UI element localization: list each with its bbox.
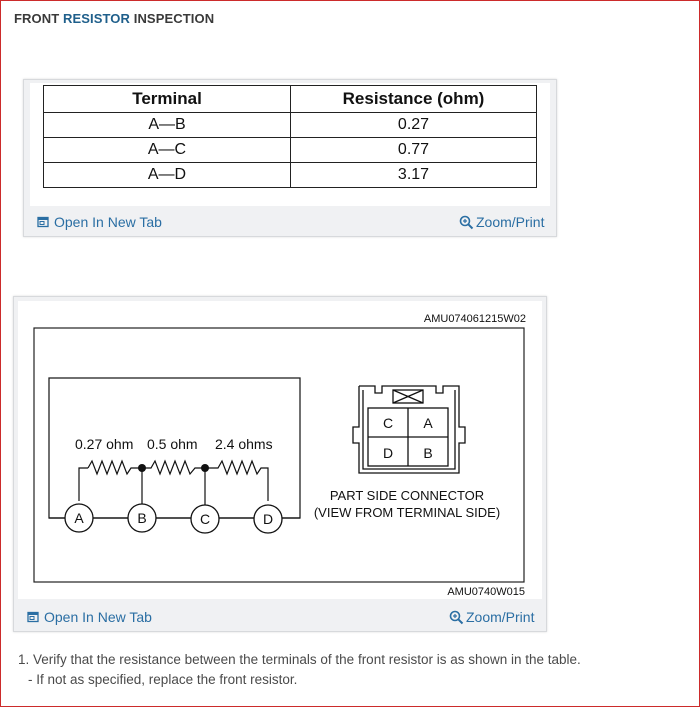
resistance-cell: 3.17 xyxy=(291,163,537,188)
terminal-cell: A—D xyxy=(44,163,291,188)
magnifier-icon xyxy=(449,610,464,625)
figure-code-top: AMU074061215W02 xyxy=(423,313,526,325)
node-b-dot xyxy=(138,464,146,472)
diagram-image-area xyxy=(18,301,542,599)
table-row xyxy=(44,163,537,188)
instruction-step-1-sub: - If not as specified, replace the front resistor. xyxy=(28,672,298,687)
terminal-d xyxy=(254,505,282,533)
zoom-print-label: Zoom/Print xyxy=(466,609,535,625)
instructions xyxy=(18,650,581,690)
diagram-card-footer xyxy=(14,605,546,631)
table-card-footer xyxy=(24,210,556,236)
terminal-cell: A—C xyxy=(44,138,291,163)
resistor-label-3: 2.4 ohms xyxy=(215,436,273,452)
resistance-cell: 0.27 xyxy=(291,113,537,138)
table-image-area xyxy=(30,83,550,206)
new-tab-icon xyxy=(37,216,49,228)
terminal-cell: A—B xyxy=(44,113,291,138)
figure-code-bottom: AMU0740W015 xyxy=(447,586,525,598)
connector-cell-a: A xyxy=(423,415,433,431)
open-in-new-tab-label: Open In New Tab xyxy=(44,609,152,625)
zoom-print-link[interactable] xyxy=(459,214,544,230)
connector-cell-d: D xyxy=(382,445,394,461)
connector-cell-c: C xyxy=(382,415,394,431)
terminal-a xyxy=(65,504,93,532)
circuit-diagram xyxy=(18,301,542,599)
terminal-b xyxy=(128,504,156,532)
title-highlight: RESISTOR xyxy=(62,11,131,26)
resistance-table-card xyxy=(23,79,557,237)
title-suffix: INSPECTION xyxy=(130,11,215,26)
table-row xyxy=(44,138,537,163)
connector-cell-b: B xyxy=(423,445,433,461)
open-in-new-tab-link[interactable] xyxy=(27,609,152,625)
new-tab-icon xyxy=(27,611,39,623)
terminal-c xyxy=(191,505,219,533)
open-in-new-tab-link[interactable] xyxy=(37,214,162,230)
instruction-step-1: 1. Verify that the resistance between the terminals of the front resistor is as shown in the table. xyxy=(18,652,581,667)
magnifier-icon xyxy=(459,215,474,230)
connector-caption-line-1: PART SIDE CONNECTOR xyxy=(329,488,485,503)
resistance-table xyxy=(43,85,537,188)
connector-drawing xyxy=(353,386,465,473)
terminal-a-label: A xyxy=(74,510,84,526)
terminal-d-label: D xyxy=(262,511,274,527)
open-in-new-tab-label: Open In New Tab xyxy=(54,214,162,230)
resistor-label-1: 0.27 ohm xyxy=(75,436,134,452)
table-header-row xyxy=(44,86,537,113)
column-header-terminal: Terminal xyxy=(44,86,291,113)
zoom-print-link[interactable] xyxy=(449,609,534,625)
page-title xyxy=(14,11,214,26)
figure-border xyxy=(34,328,524,582)
connector-caption-line-2: (VIEW FROM TERMINAL SIDE) xyxy=(313,505,501,520)
node-c-dot xyxy=(201,464,209,472)
resistor-label-2: 0.5 ohm xyxy=(147,436,198,452)
zoom-print-label: Zoom/Print xyxy=(476,214,545,230)
table-row xyxy=(44,113,537,138)
column-header-resistance: Resistance (ohm) xyxy=(291,86,537,113)
terminal-b-label: B xyxy=(137,510,147,526)
resistance-cell: 0.77 xyxy=(291,138,537,163)
terminal-c-label: C xyxy=(199,511,211,527)
diagram-card xyxy=(13,296,547,632)
title-prefix: FRONT xyxy=(14,11,63,26)
